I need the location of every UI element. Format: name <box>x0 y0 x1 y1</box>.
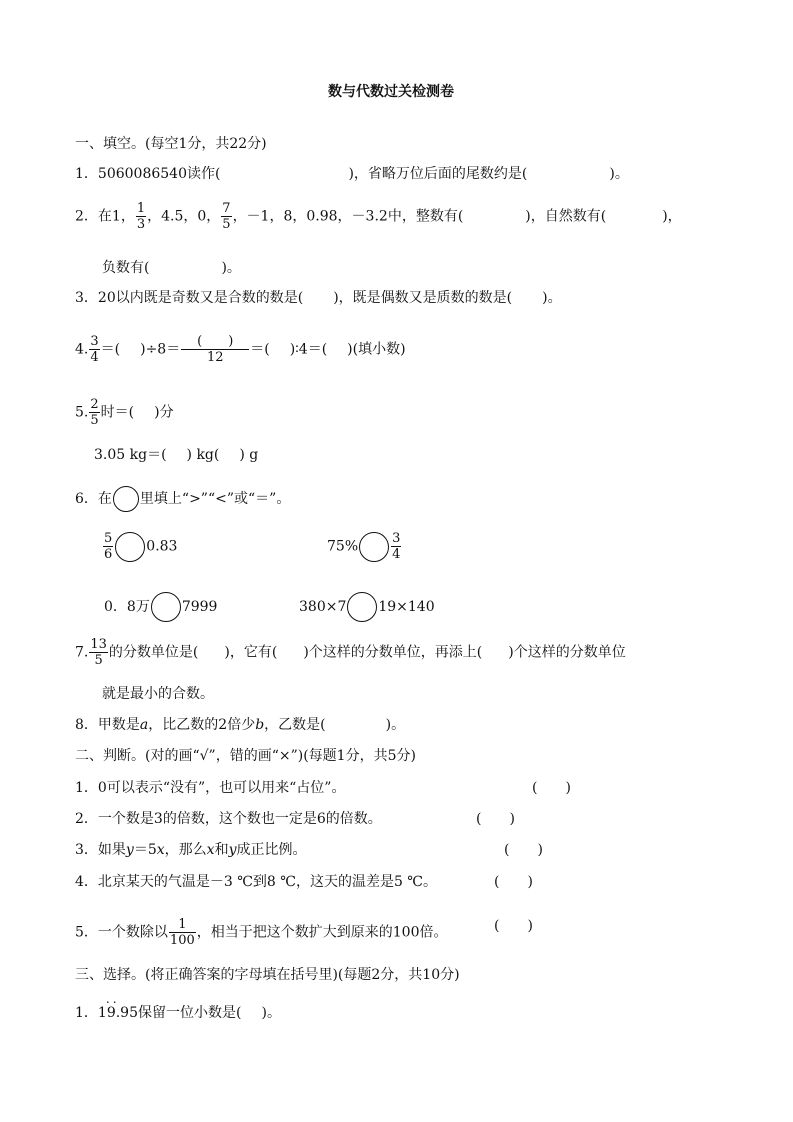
fraction: $\frac{( )}{12}$ <box>181 334 249 365</box>
fraction: $\frac{2}{5}$ <box>90 397 99 428</box>
s1-question-3: 3．20以内既是奇数又是合数的数是( )，既是偶数又是质数的数是( )。 <box>75 290 562 306</box>
fraction: $\frac{3}{4}$ <box>392 531 401 562</box>
s2-question-5: 5．一个数除以 $\frac{1}{100}$ ，相当于把这个数扩大到原来的100倍。 <box>75 917 448 948</box>
answer-circle[interactable] <box>151 592 181 622</box>
s2-answer-1[interactable]: ( ) <box>532 780 571 796</box>
s1-question-8: 8．甲数是a，比乙数的2倍少b，乙数是( )。 <box>75 717 406 733</box>
section-2-heading: 二、判断。(对的画“√”，错的画“×”)(每题1分，共5分) <box>75 748 416 764</box>
s1-question-1: 1．5060086540读作( )，省略万位后面的尾数约是( )。 <box>75 166 629 182</box>
s2-answer-5[interactable]: ( ) <box>494 918 533 934</box>
s1-question-5: 5. $\frac{2}{5}$ 时＝( )分 <box>75 397 174 428</box>
s1-q6-compare-3: 0．8万 7999 <box>104 592 217 622</box>
fraction: $\frac{13}{5}$ <box>90 637 107 668</box>
fraction: $\frac{1}{3}$ <box>136 201 146 232</box>
answer-circle[interactable] <box>359 532 389 562</box>
s1-question-6: 6．在 里填上“>”“<”或“＝”。 <box>75 486 290 512</box>
fraction: $\frac{3}{4}$ <box>90 334 99 365</box>
s1-q6-compare-2: 75% $\frac{3}{4}$ <box>327 531 401 562</box>
s2-question-4: 4．北京某天的气温是－3 ℃到8 ℃，这天的温差是5 ℃。 <box>75 874 437 890</box>
s1-question-5-line-2: 3.05 kg＝( ) kg( ) g <box>94 447 259 463</box>
s2-answer-4[interactable]: ( ) <box>494 874 533 890</box>
s1-q6-compare-1: $\frac{5}{6}$ 0.83 <box>104 531 178 562</box>
s1-question-2-line-2: 负数有( )。 <box>102 260 241 276</box>
s1-question-2: 2．在1， $\frac{1}{3}$ ，4.5，0， $\frac{7}{5}$ ，－1，8，0.98，－3.2中，整数有( )，自然数有( )， <box>75 201 682 232</box>
s2-question-1: 1．0可以表示“没有”，也可以用来“占位”。 <box>75 780 346 796</box>
repeating-decimal: .. 19.95 <box>97 992 139 1021</box>
s1-question-4: 4. $\frac{3}{4}$ ＝( )÷8＝ $\frac{( )}{12}$ ＝( )∶4＝( )(填小数) <box>75 334 406 365</box>
s2-question-2: 2．一个数是3的倍数，这个数也一定是6的倍数。 <box>75 811 382 827</box>
section-1-heading: 一、填空。(每空1分，共22分) <box>75 136 267 152</box>
s1-question-7: 7. $\frac{13}{5}$ 的分数单位是( )，它有( )个这样的分数单位，再添上( )个这样的分数单位 <box>75 637 626 668</box>
s1-q6-compare-4: 380×7 19×140 <box>299 592 435 622</box>
fraction: $\frac{7}{5}$ <box>222 201 231 232</box>
answer-circle[interactable] <box>347 592 377 622</box>
section-3-heading: 三、选择。(将正确答案的字母填在括号里)(每题2分，共10分) <box>75 967 460 983</box>
fraction: $\frac{5}{6}$ <box>104 531 113 562</box>
answer-circle[interactable] <box>115 532 145 562</box>
s2-question-3: 3．如果y＝5x，那么x和y成正比例。 <box>75 842 307 858</box>
page-title: 数与代数过关检测卷 <box>328 84 454 100</box>
answer-circle[interactable] <box>113 486 139 512</box>
s2-answer-2[interactable]: ( ) <box>476 811 515 827</box>
s2-answer-3[interactable]: ( ) <box>504 842 543 858</box>
s3-question-1: 1． .. 19.95保留一位小数是( )。 <box>75 992 281 1021</box>
s1-question-7-line-2: 就是最小的合数。 <box>102 686 214 702</box>
fraction: $\frac{1}{100}$ <box>169 917 195 948</box>
